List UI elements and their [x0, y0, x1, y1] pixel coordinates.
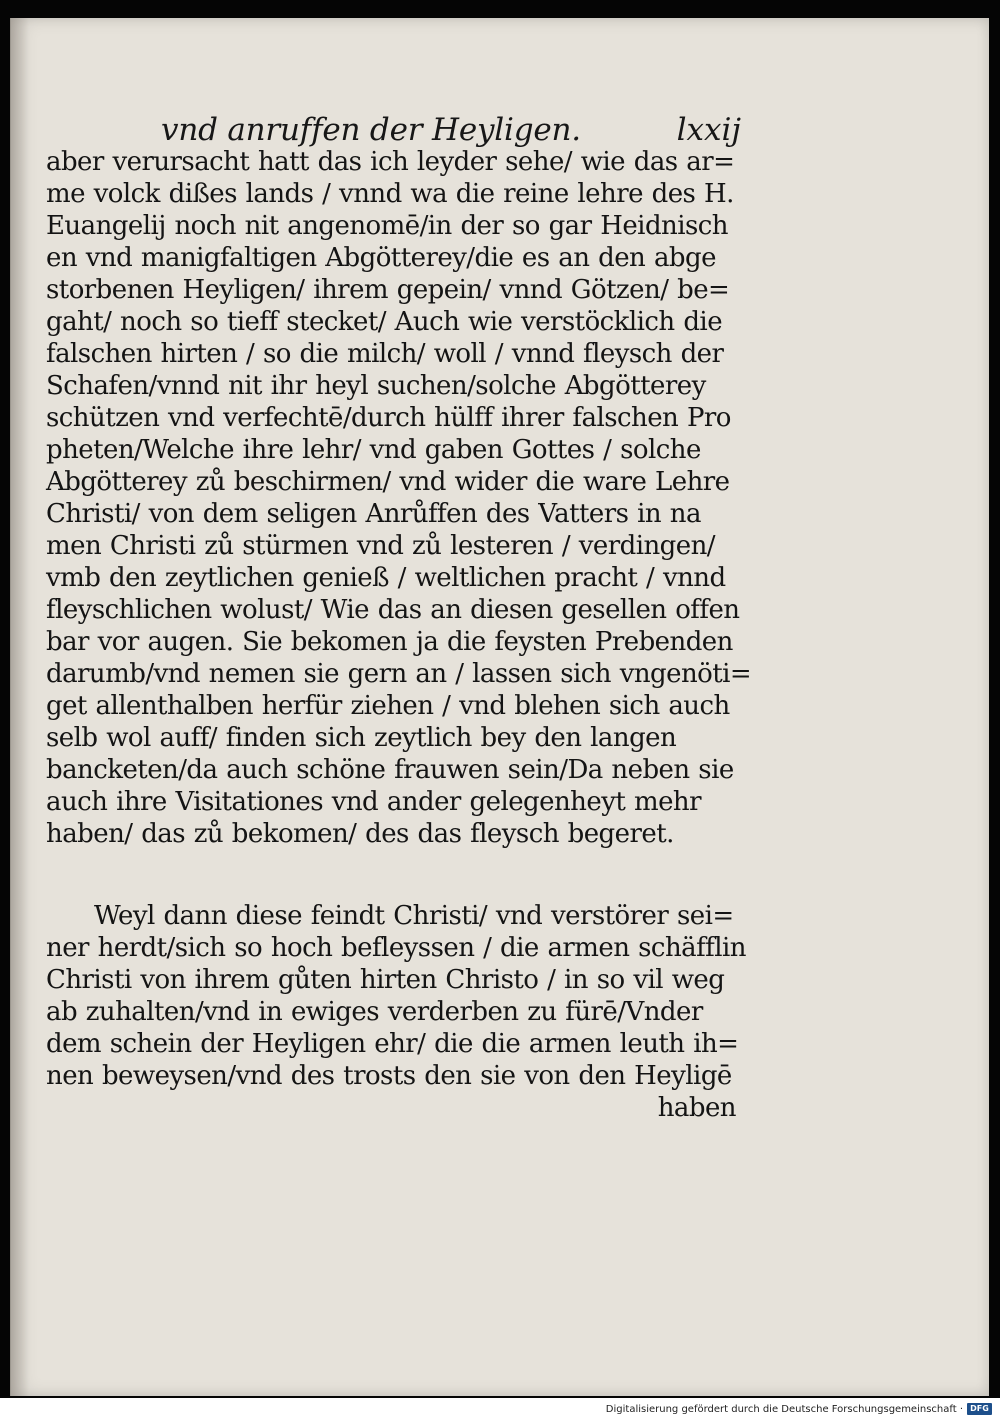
text-line: ab zuhalten/vnd in ewiges verderben zu fürē/Vnder	[46, 997, 703, 1027]
text-line: get allenthalben herfür ziehen / vnd blehen sich auch	[46, 691, 730, 721]
text-line: fleyschlichen wolust/ Wie das an diesen gesellen offen	[46, 595, 740, 625]
folio-number: lxxij	[676, 112, 741, 148]
dfg-logo: DFG	[967, 1403, 992, 1415]
text-line: aber verursacht hatt das ich leyder sehe/ wie das ar=	[46, 147, 735, 177]
paragraph-first-line: Weyl dann diese feindt Christi/ vnd verstörer sei=	[94, 901, 734, 931]
text-line: ner herdt/sich so hoch befleyssen / die armen schäfflin	[46, 933, 746, 963]
text-line: men Christi zů stürmen vnd zů lesteren / verdingen/	[46, 531, 716, 561]
text-line: me volck dißes lands / vnnd wa die reine lehre des H.	[46, 179, 734, 209]
text-line: schützen vnd verfechtē/durch hülff ihrer falschen Pro	[46, 403, 731, 433]
catchword: haben	[657, 1093, 736, 1123]
text-line: haben/ das zů bekomen/ des das fleysch begeret.	[46, 819, 674, 849]
text-line: falschen hirten / so die milch/ woll / vnnd fleysch der	[46, 339, 724, 369]
book-page	[10, 18, 989, 1396]
text-line: pheten/Welche ihre lehr/ vnd gaben Gottes / solche	[46, 435, 701, 465]
text-line: storbenen Heyligen/ ihrem gepein/ vnnd Götzen/ be=	[46, 275, 730, 305]
text-line: nen beweysen/vnd des trosts den sie von den Heyligē	[46, 1061, 732, 1091]
text-line: bar vor augen. Sie bekomen ja die feysten Prebenden	[46, 627, 733, 657]
text-line: bancketen/da auch schöne frauwen sein/Da neben sie	[46, 755, 734, 785]
dfg-credit-text: Digitalisierung gefördert durch die Deutsche Forschungsgemeinschaft ·	[605, 1404, 963, 1415]
text-line: Euangelij noch nit angenomē/in der so gar Heidnisch	[46, 211, 729, 241]
text-line: en vnd manigfaltigen Abgötterey/die es an den abge	[46, 243, 716, 273]
text-line: gaht/ noch so tieff stecket/ Auch wie verstöcklich die	[46, 307, 723, 337]
text-line: Abgötterey zů beschirmen/ vnd wider die ware Lehre	[46, 467, 730, 497]
text-line: Schafen/vnnd nit ihr heyl suchen/solche Abgötterey	[46, 371, 706, 401]
text-line: Christi von ihrem gůten hirten Christo / in so vil weg	[46, 965, 725, 995]
digitization-footer	[0, 1398, 1000, 1421]
text-line: selb wol auff/ finden sich zeytlich bey den langen	[46, 723, 677, 753]
text-line: dem schein der Heyligen ehr/ die die armen leuth ih=	[46, 1029, 739, 1059]
text-line: vmb den zeytlichen genieß / weltlichen pracht / vnnd	[46, 563, 726, 593]
text-line: Christi/ von dem seligen Anrůffen des Vatters in na	[46, 499, 701, 529]
text-line: auch ihre Visitationes vnd ander gelegenheyt mehr	[46, 787, 701, 817]
text-line: darumb/vnd nemen sie gern an / lassen sich vngenöti=	[46, 659, 752, 689]
running-head: vnd anruffen der Heyligen.	[161, 112, 581, 148]
